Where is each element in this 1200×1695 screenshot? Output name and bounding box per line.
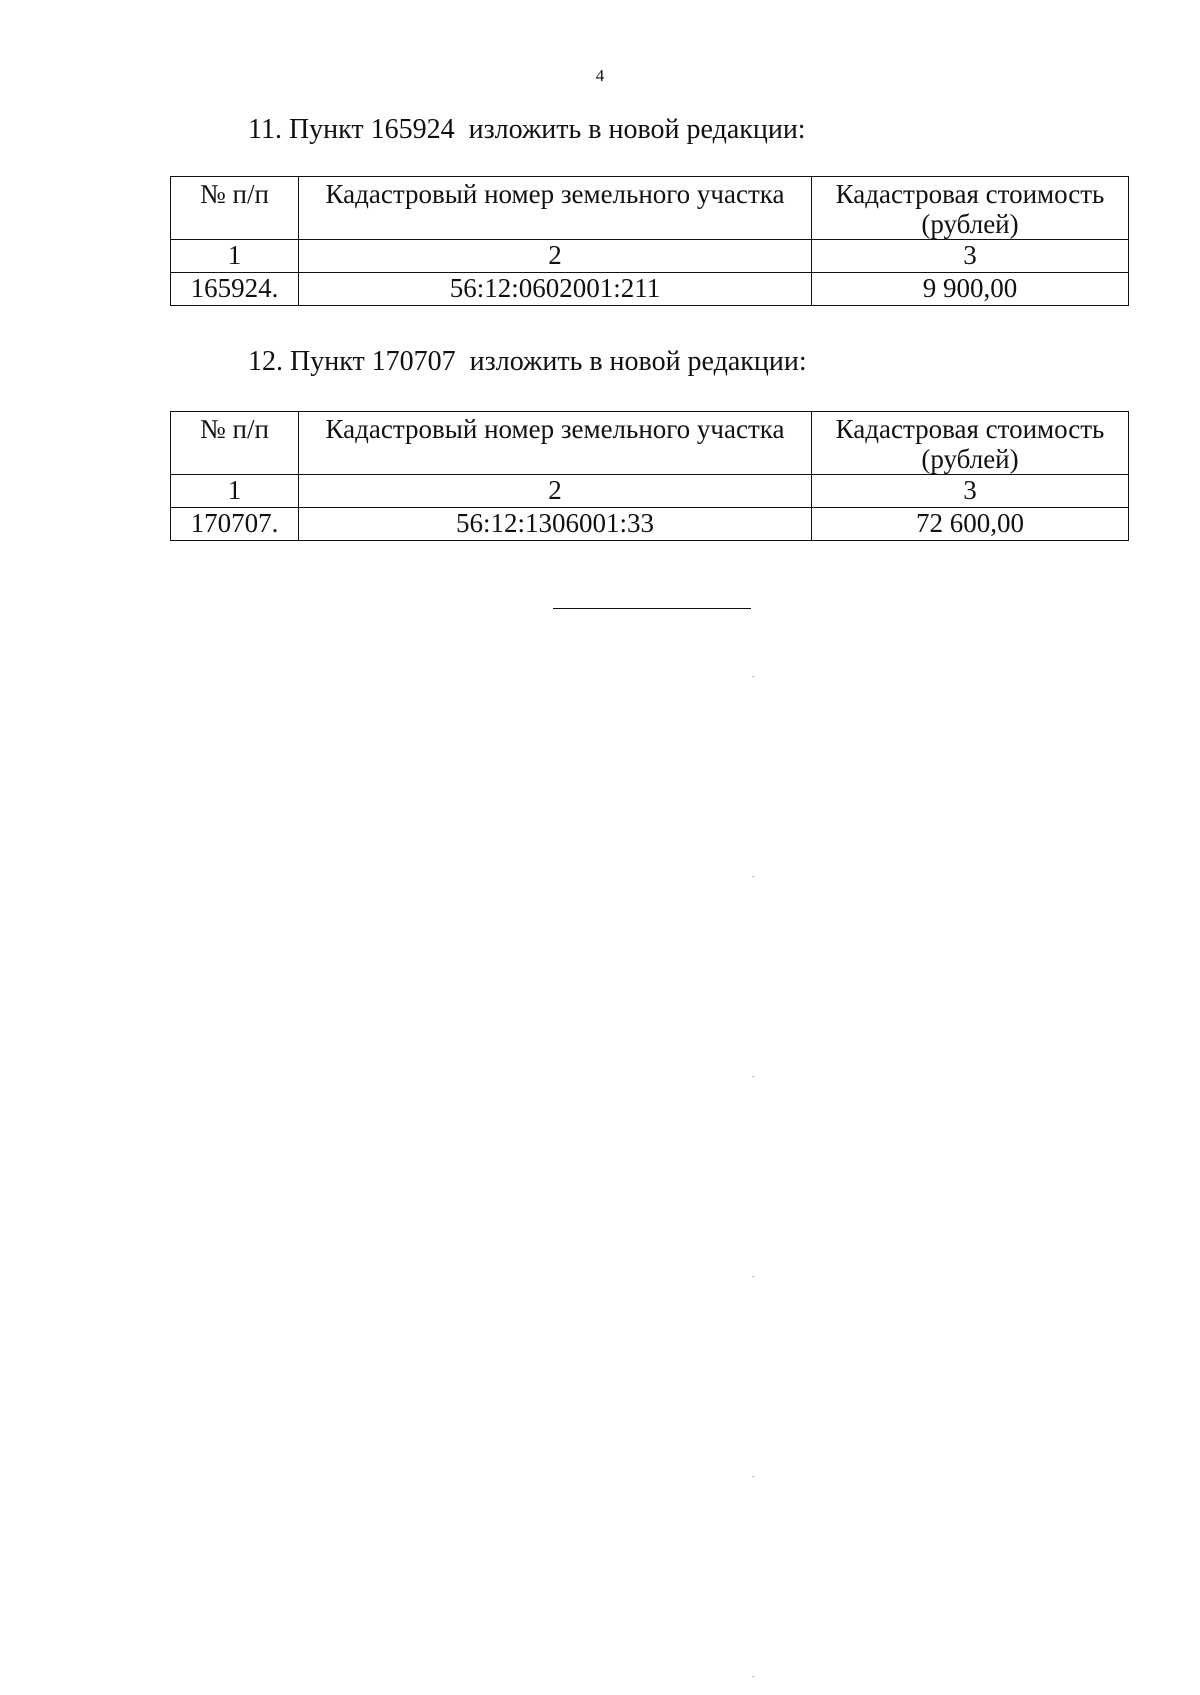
scan-speck (752, 1276, 754, 1277)
header-cadastral-value: Кадастровая стоимость (рублей) (812, 412, 1129, 475)
cadastral-table-12 (170, 411, 1129, 541)
cadastral-table-11 (170, 176, 1129, 306)
end-of-document-rule (553, 608, 751, 609)
table-header-row (171, 177, 1129, 240)
scan-speck (752, 1076, 754, 1077)
section-heading-11: 11. Пункт 165924 изложить в новой редакции: (248, 114, 806, 145)
scan-speck (752, 1476, 754, 1477)
row-cadastral-number-cell: 56:12:0602001:211 (299, 273, 812, 306)
table-row (171, 508, 1129, 541)
header-cadastral-number: Кадастровый номер земельного участка (299, 412, 812, 475)
scan-speck (752, 676, 754, 677)
index-cell-3: 3 (812, 475, 1129, 508)
row-cadastral-number-cell: 56:12:1306001:33 (299, 508, 812, 541)
header-cadastral-value: Кадастровая стоимость (рублей) (812, 177, 1129, 240)
section-heading-12: 12. Пункт 170707 изложить в новой редакции: (248, 346, 807, 377)
row-cadastral-value-cell: 72 600,00 (812, 508, 1129, 541)
row-number-cell: 165924. (171, 273, 299, 306)
table-header-row (171, 412, 1129, 475)
header-cadastral-number: Кадастровый номер земельного участка (299, 177, 812, 240)
index-cell-2: 2 (299, 240, 812, 273)
header-number: № п/п (171, 412, 299, 475)
scan-speck (752, 876, 754, 877)
index-cell-3: 3 (812, 240, 1129, 273)
table-index-row (171, 475, 1129, 508)
row-cadastral-value-cell: 9 900,00 (812, 273, 1129, 306)
scan-speck (752, 1676, 754, 1677)
index-cell-2: 2 (299, 475, 812, 508)
index-cell-1: 1 (171, 475, 299, 508)
row-number-cell: 170707. (171, 508, 299, 541)
header-number: № п/п (171, 177, 299, 240)
table-index-row (171, 240, 1129, 273)
index-cell-1: 1 (171, 240, 299, 273)
page-number: 4 (595, 66, 605, 85)
table-row (171, 273, 1129, 306)
